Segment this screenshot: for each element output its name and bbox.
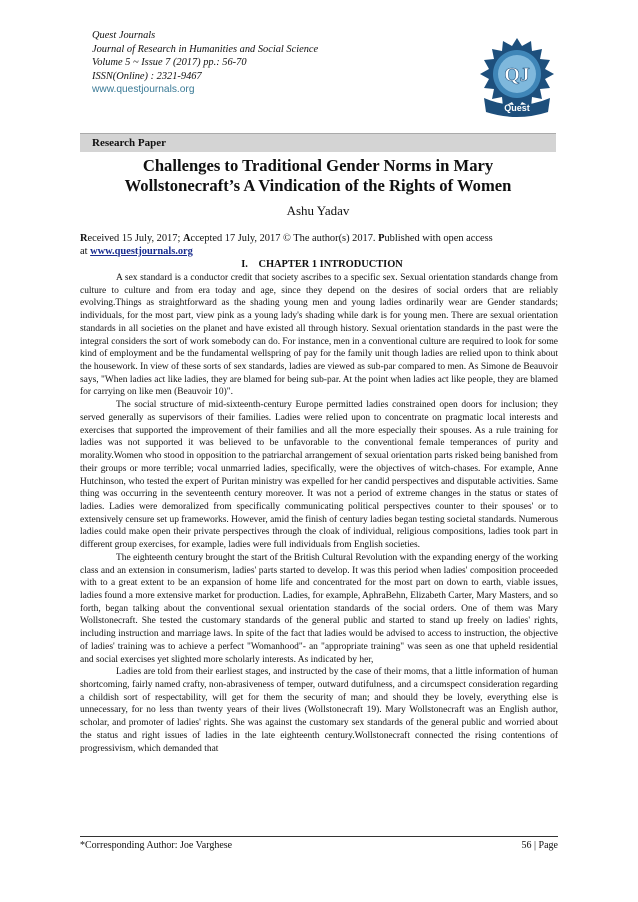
page-number: 56 | Page (521, 840, 558, 851)
logo-text: Quest (504, 103, 530, 113)
paragraph: Ladies are told from their earliest stages, and instructed by the case of their moms, that a little information of human shortcoming, fairly named crafty, non-abrasiveness of temper, outward dutifulness, and a circumspect consideration regarding a childish sort of respectability, will get for them the security of man; and should they be lovely, everything else is unnecessary, for no less than twenty years of their lives (Wollstonecraft 19). Mary Wollstonecraft was an English author, scholar, and promoter of ladies' rights. She was against the customary sex standards of the general public and worried about the status and right issues of ladies in the late eighteenth century.Wollstonecraft connected the rising contentions of progressivism, which demanded that (80, 667, 558, 754)
journal-info (92, 29, 318, 97)
corresponding-author: *Corresponding Author: Joe Varghese (80, 840, 233, 851)
body-text (80, 272, 558, 755)
author-name: Ashu Yadav (286, 203, 350, 218)
section-heading (80, 259, 556, 270)
title-line-1: Challenges to Traditional Gender Norms in Mary (142, 156, 494, 175)
banner-label: Research Paper (92, 137, 167, 149)
paragraph: The social structure of mid-sixteenth-century Europe permitted ladies constrained open doors for inclusion; they served generally as supervisors of their families. Ladies were relied upon to concentrate on pragmatic local interests and exercises that supported the improvement of their families and all the more especially their spouses. As a rule training for ladies was not supported it was believed to be unfavorable to the conventional female temperances of purity and morality.Women who stood in opposition to the patriarchal arrangement of sexual orientation parts risked being banished from their groups or more terrible; vocal unmarried ladies, specifically, were the objectives of witch-chases. For example, Anne Hutchinson, who tested the expert of Puritan ministry was expelled for her candid perspectives and disputable activities. Same thing was occurring in the seventeenth century moreover. It was not a period of extreme changes in the status or states of ladies. Ladies were demoralized from specifically communicating political perspectives counter to their spouses' or to extensively censure set up frameworks. However, amid the finish of century ladies began testing societal standards. Numerous ladies could make open their private perspectives through the cloak of individual, religious compositions, ladies took part in different group exercises, for example, ladies were full individuals from English societies. (80, 400, 558, 551)
accepted-initial: A (182, 233, 191, 244)
paragraph: The eighteenth century brought the start of the British Cultural Revolution with the expanding energy of the working class and an extension in consumerism, ladies' parts started to develop. It was this period when ladies' composition proceeded with to a great extent to be an expansion of home life and concentrated for the most part on down to earth, viable issues, ladies found a more extensive market for production. Ladies, for example, AphraBehn, Elizabeth Carter, Mary Masters, and so forth, began talking about the conventional sexual orientation standards of the social orders. One of them was Mary Wollstonecraft. She tested the customary standards of the general public and started to stand up freely on ladies' rights, including instruction and marriage laws. In spite of the fact that ladies would be advised to access to instruction, the objective of ladies' training was to achieve a perfect "Womanhood"- an "appropriate training" was seen as one that upheld residential and social exercises yet slighted more scholarly interests. As indicated by her, (80, 552, 558, 665)
journal-name: Quest Journals (92, 30, 156, 41)
at-text: at (80, 246, 91, 257)
section-title: CHAPTER 1 INTRODUCTION (258, 259, 403, 270)
page-footer (80, 840, 558, 851)
received-info (80, 232, 558, 258)
title-line-2: Wollstonecraft’s A Vindication of the Rights of Women (124, 176, 512, 195)
published-text: ublished with open access (384, 233, 493, 244)
paper-title (80, 156, 556, 196)
section-number: I. (241, 259, 248, 270)
journal-full-name: Journal of Research in Humanities and Social Science (92, 43, 319, 55)
paragraph: A sex standard is a conductor credit that society ascribes to a specific sex. Sexual orientation standards change from culture to culture and from era today and age, since they depend on the desires of social orders that are reliably evolving.Things as straightforward as the shading young men and young ladies ordinarily wear are Gender standards; individuals, for the most part, view pink as a young lady's shading while dark is for young men. There are sexual orientation standards in all societies on the planet and have existed all through history. Sexual orientation standards in the past were the integral considers the sort of work somebody can do. For instance, men in a conventional culture are required to look for some kind of employment and be the fundamental wellspring of pay for the family unit though ladies are relied upon to think about the housework. In view of these sorts of sex standards, ladies are viewed as sub-par compared to men. As Simone de Beauvoir says, "When ladies act like ladies, they are blamed for being sub-par. At the point when ladies act like people, they are blamed for carrying on like men (Beauvoir 10)". (80, 273, 558, 398)
received-text: eceived 15 July, 2017; (87, 233, 183, 244)
logo-letters: QJ (504, 64, 530, 86)
journal-link[interactable]: www.questjournals.org (90, 246, 193, 257)
journal-volume: Volume 5 ~ Issue 7 (2017) pp.: 56-70 (92, 57, 247, 68)
received-initial: R (80, 233, 88, 244)
quest-journals-logo-icon (478, 36, 556, 120)
journal-url-link[interactable]: www.questjournals.org (92, 84, 195, 95)
accepted-text: ccepted 17 July, 2017 © The author(s) 2017. (190, 233, 379, 244)
research-paper-banner (80, 133, 556, 152)
published-initial: P (378, 233, 385, 244)
footer-divider (80, 836, 558, 837)
journal-issn: ISSN(Online) : 2321-9467 (92, 70, 202, 82)
